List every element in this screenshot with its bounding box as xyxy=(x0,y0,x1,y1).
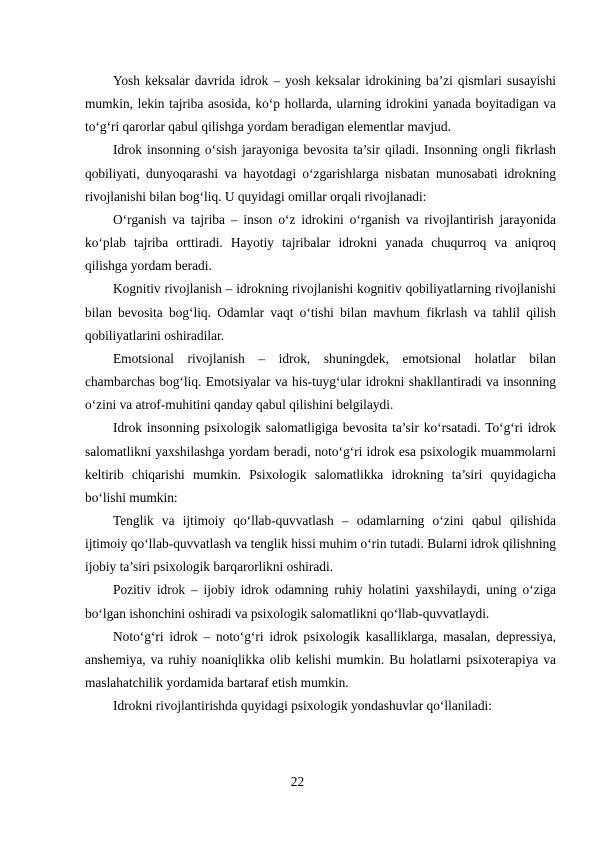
paragraph-6: Idrok insonning psixologik salomatligiga bevosita ta’sir ko‘rsatadi. To‘g‘ri idrok salomatlikni yaxshilashga yordam beradi, noto‘g‘ri idrok esa psixologik muammolarni keltirib chiqarishi mumkin. Psixologik salomatlikka idrokning ta’siri quyidagicha bo‘lishi mumkin: xyxy=(85,420,556,505)
paragraph-9: Noto‘g‘ri idrok – noto‘g‘ri idrok psixologik kasalliklarga, masalan, depressiya, anshemiya, va ruhiy noaniqlikka olib kelishi mumkin. Bu holatlarni psixoterapiya va maslahatchilik yordamida bartaraf etish mumkin. xyxy=(85,628,556,691)
paragraph-1: Yosh keksalar davrida idrok – yosh keksalar idrokining ba’zi qismlari susayishi mumkin, lekin tajriba asosida, ko‘p hollarda, ularning idrokini yanada boyitadigan va to‘g‘ri qarorlar qabul qilishga yordam beradigan elementlar mavjud. xyxy=(85,73,556,135)
paragraph-3: O‘rganish va tajriba – inson o‘z idrokini o‘rganish va rivojlantirish jarayonida ko‘plab tajriba orttiradi. Hayotiy tajribalar idrokni yanada chuqurroq va aniqroq qilishga yordam beradi. xyxy=(85,211,556,274)
paragraph-2: Idrok insonning o‘sish jarayoniga bevosita ta’sir qiladi. Insonning ongli fikrlash qobiliyati, dunyoqarashi va hayotdagi o‘zgarishlarga nisbatan munosabati idrokning rivojlanishi bilan bog‘liq. U quyidagi omillar orqali rivojlanadi: xyxy=(85,142,556,204)
paragraph-4: Kognitiv rivojlanish – idrokning rivojlanishi kognitiv qobiliyatlarning rivojlanishi bilan bevosita bog‘liq. Odamlar vaqt o‘tishi bilan mavhum fikrlash va tahlil qilish qobiliyatlarini oshiradilar. xyxy=(85,281,556,343)
body-text xyxy=(85,69,556,717)
page-number: 22 xyxy=(290,774,305,789)
paragraph-5: Emotsional rivojlanish – idrok, shuningdek, emotsional holatlar bilan chambarchas bog‘liq. Emotsiyalar va his-tuyg‘ular idrokni shakllantiradi va insonning o‘zini va atrof-muhitini qanday qabul qilishini belgilaydi. xyxy=(85,350,556,413)
paragraph-8: Pozitiv idrok – ijobiy idrok odamning ruhiy holatini yaxshilaydi, uning o‘ziga bo‘lgan ishonchini oshiradi va psixologik salomatlikni qo‘llab-quvvatlaydi. xyxy=(85,582,556,621)
paragraph-7: Tenglik va ijtimoiy qo‘llab-quvvatlash – odamlarning o‘zini qabul qilishida ijtimoiy qo‘llab-quvvatlash va tenglik hissi muhim o‘rin tutadi. Bularni idrok qilishning ijobiy ta’siri psixologik barqarorlikni oshiradi. xyxy=(85,512,556,575)
paragraph-10: Idrokni rivojlantirishda quyidagi psixologik yondashuvlar qo‘llaniladi: xyxy=(113,698,492,714)
